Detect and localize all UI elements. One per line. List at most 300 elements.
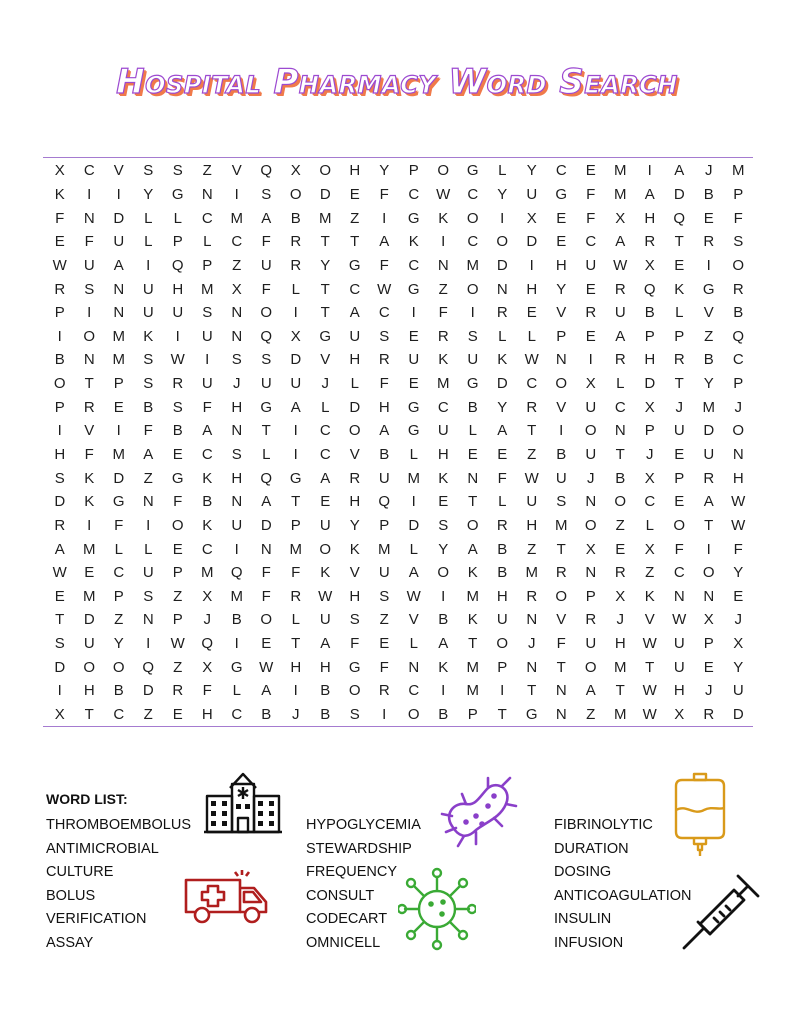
grid-letter: K: [349, 540, 360, 558]
grid-letter: L: [409, 540, 418, 558]
grid-letter: F: [733, 540, 743, 558]
grid-letter: N: [732, 446, 744, 463]
grid-letter: P: [290, 516, 301, 534]
grid-letter: J: [233, 375, 241, 393]
grid-letter: S: [143, 587, 154, 605]
grid-letter: N: [673, 587, 685, 605]
grid-letter: C: [467, 233, 479, 251]
grid-letter: Y: [349, 516, 360, 534]
grid-letter: F: [143, 422, 153, 440]
grid-letter: P: [644, 422, 655, 440]
grid-letter: I: [588, 351, 593, 369]
grid-letter: I: [234, 635, 239, 653]
grid-letter: T: [84, 706, 94, 724]
grid-letter: B: [202, 493, 213, 511]
grid-letter: V: [408, 611, 419, 629]
grid-letter: K: [84, 493, 95, 511]
grid-letter: M: [466, 682, 479, 700]
word-list-item: BOLUS: [46, 887, 96, 904]
grid-letter: G: [171, 185, 184, 203]
grid-letter: X: [202, 587, 213, 605]
word-list-column-1: [46, 814, 191, 956]
grid-letter: F: [173, 493, 183, 511]
grid-letter: X: [674, 706, 685, 724]
grid-letter: U: [319, 516, 331, 534]
grid-letter: X: [585, 375, 596, 393]
grid-letter: N: [437, 256, 449, 274]
grid-letter: L: [645, 516, 654, 534]
grid-letter: V: [84, 422, 95, 440]
grid-letter: C: [555, 162, 567, 180]
grid-letter: H: [496, 587, 508, 605]
grid-letter: H: [526, 280, 538, 298]
grid-letter: P: [172, 611, 183, 629]
word-list-item: ASSAY: [46, 934, 94, 951]
grid-letter: J: [292, 706, 300, 724]
word-list-item: ANTIMICROBIAL: [46, 840, 159, 857]
grid-letter: O: [496, 635, 509, 653]
grid-letter: N: [83, 209, 95, 227]
grid-letter: M: [112, 351, 125, 369]
grid-letter: J: [321, 375, 329, 393]
grid-letter: F: [586, 209, 596, 227]
grid-letter: U: [201, 375, 213, 393]
word-list-item: STEWARDSHIP: [306, 840, 412, 857]
grid-letter: S: [54, 469, 65, 487]
syringe-icon: [680, 870, 764, 954]
grid-letter: M: [83, 587, 96, 605]
grid-letter: S: [202, 304, 213, 322]
grid-letter: R: [54, 516, 66, 534]
grid-letter: R: [290, 587, 302, 605]
grid-letter: B: [320, 682, 331, 700]
grid-letter: P: [497, 658, 508, 676]
grid-letter: D: [54, 493, 66, 511]
grid-letter: R: [526, 587, 538, 605]
grid-letter: I: [647, 162, 652, 180]
grid-letter: O: [53, 375, 66, 393]
word-list-item: DURATION: [554, 840, 629, 857]
grid-letter: W: [52, 256, 67, 274]
grid-letter: T: [615, 446, 625, 463]
grid-letter: B: [320, 706, 331, 724]
grid-letter: I: [411, 304, 416, 322]
grid-letter: Y: [703, 375, 714, 393]
grid-letter: J: [616, 611, 624, 629]
grid-letter: J: [646, 446, 654, 463]
grid-letter: F: [202, 398, 212, 416]
grid-letter: R: [555, 564, 567, 582]
grid-letter: H: [349, 162, 361, 180]
grid-letter: P: [408, 162, 419, 180]
grid-letter: F: [674, 540, 684, 558]
grid-letter: Y: [320, 256, 331, 274]
grid-letter: H: [437, 446, 449, 463]
grid-letter: U: [526, 493, 538, 511]
grid-letter: S: [261, 351, 272, 369]
grid-letter: U: [673, 422, 685, 440]
grid-letter: T: [350, 233, 360, 251]
grid-letter: P: [585, 587, 596, 605]
grid-letter: N: [231, 327, 243, 345]
grid-letter: X: [54, 162, 65, 180]
grid-letter: Z: [173, 587, 183, 605]
grid-letter: I: [146, 256, 151, 274]
grid-letter: B: [231, 611, 242, 629]
grid-letter: V: [556, 398, 567, 416]
grid-letter: G: [555, 185, 568, 203]
grid-letter: D: [290, 351, 302, 369]
grid-letter: A: [408, 564, 419, 582]
grid-letter: S: [143, 162, 154, 180]
grid-letter: E: [674, 493, 685, 511]
grid-letter: N: [142, 493, 154, 511]
grid-letter: J: [203, 611, 211, 629]
grid-letter: W: [524, 469, 539, 487]
grid-letter: L: [144, 233, 153, 251]
grid-letter: L: [291, 611, 300, 629]
grid-letter: T: [320, 304, 330, 322]
word-list-item: HYPOGLYCEMIA: [306, 817, 421, 833]
grid-letter: M: [201, 564, 214, 582]
grid-letter: T: [320, 280, 330, 298]
grid-letter: H: [526, 516, 538, 534]
grid-letter: U: [585, 256, 597, 274]
grid-letter: O: [584, 658, 597, 676]
grid-letter: B: [703, 185, 714, 203]
grid-letter: R: [349, 469, 361, 487]
grid-letter: U: [703, 446, 715, 463]
grid-letter: G: [407, 422, 420, 440]
grid-letter: A: [113, 256, 124, 274]
grid-letter: N: [231, 493, 243, 511]
grid-letter: A: [379, 233, 390, 251]
grid-letter: G: [407, 209, 420, 227]
grid-letter: O: [555, 375, 568, 393]
grid-letter: C: [732, 351, 744, 369]
ambulance-icon: [182, 866, 272, 928]
grid-letter: H: [172, 280, 184, 298]
grid-letter: I: [146, 516, 151, 534]
grid-letter: Y: [733, 658, 744, 676]
grid-letter: M: [466, 587, 479, 605]
grid-letter: R: [83, 398, 95, 416]
grid-letter: U: [526, 185, 538, 203]
grid-letter: N: [113, 304, 125, 322]
grid-letter: U: [732, 682, 744, 700]
grid-letter: B: [497, 564, 508, 582]
word-list-item: DOSING: [554, 864, 612, 881]
grid-letter: U: [349, 327, 361, 345]
grid-letter: R: [614, 280, 626, 298]
grid-letter: U: [319, 611, 331, 629]
grid-letter: E: [497, 446, 508, 463]
grid-letter: U: [585, 398, 597, 416]
grid-letter: Y: [113, 635, 124, 653]
grid-letter: B: [556, 446, 567, 463]
grid-letter: T: [497, 706, 507, 724]
grid-letter: H: [614, 635, 626, 653]
grid-letter: C: [319, 422, 331, 440]
grid-letter: T: [468, 635, 478, 653]
grid-letter: J: [528, 635, 536, 653]
grid-letter: Q: [673, 209, 686, 227]
grid-letter: S: [379, 587, 390, 605]
grid-letter: F: [556, 635, 566, 653]
grid-letter: N: [526, 611, 538, 629]
grid-letter: W: [672, 611, 687, 629]
word-list-column-3: [554, 814, 692, 956]
grid-letter: Y: [143, 185, 154, 203]
grid-letter: P: [172, 564, 183, 582]
grid-letter: N: [113, 280, 125, 298]
grid-letter: D: [349, 398, 361, 416]
grid-letter: N: [142, 611, 154, 629]
grid-letter: M: [525, 564, 538, 582]
grid-letter: C: [113, 564, 125, 582]
grid-letter: O: [171, 516, 184, 534]
grid-letter: H: [201, 706, 213, 724]
grid-letter: L: [144, 209, 153, 227]
grid-letter: E: [585, 327, 596, 345]
grid-letter: C: [467, 185, 479, 203]
grid-letter: U: [83, 635, 95, 653]
grid-letter: A: [615, 327, 626, 345]
grid-letter: F: [84, 233, 94, 251]
grid-letter: A: [261, 682, 272, 700]
grid-letter: C: [408, 256, 420, 274]
word-list-item: THROMBOEMBOLUS: [46, 817, 192, 833]
grid-letter: G: [319, 327, 332, 345]
grid-letter: U: [231, 516, 243, 534]
grid-letter: E: [408, 327, 419, 345]
grid-letter: W: [436, 185, 451, 203]
grid-letter: H: [378, 398, 390, 416]
grid-letter: E: [733, 587, 744, 605]
grid-letter: O: [260, 611, 273, 629]
word-list-item: CULTURE: [46, 864, 114, 881]
grid-letter: U: [113, 233, 125, 251]
grid-letter: B: [54, 351, 65, 369]
grid-letter: B: [497, 540, 508, 558]
grid-letter: L: [232, 682, 241, 700]
grid-letter: I: [293, 682, 298, 700]
grid-letter: Y: [526, 162, 537, 180]
grid-letter: I: [205, 351, 210, 369]
grid-letter: B: [615, 469, 626, 487]
grid-letter: F: [350, 635, 360, 653]
grid-letter: F: [379, 185, 389, 203]
grid-letter: K: [674, 280, 685, 298]
grid-letter: I: [293, 422, 298, 440]
grid-letter: F: [261, 564, 271, 582]
grid-letter: Z: [704, 327, 714, 345]
grid-letter: I: [87, 185, 92, 203]
grid-letter: I: [382, 209, 387, 227]
grid-letter: B: [467, 398, 478, 416]
grid-letter: T: [291, 635, 301, 653]
grid-letter: L: [498, 162, 507, 180]
grid-letter: I: [293, 446, 298, 463]
grid-letter: F: [733, 209, 743, 227]
grid-letter: V: [231, 162, 242, 180]
grid-letter: M: [83, 540, 96, 558]
grid-letter: E: [172, 446, 183, 463]
grid-letter: X: [644, 398, 655, 416]
grid-letter: B: [733, 304, 744, 322]
grid-letter: C: [585, 233, 597, 251]
grid-letter: O: [555, 587, 568, 605]
grid-letter: X: [615, 209, 626, 227]
grid-letter: R: [703, 706, 715, 724]
page-title: Hospital Pharmacy Word Search: [116, 62, 678, 102]
grid-letter: I: [500, 682, 505, 700]
grid-letter: U: [467, 351, 479, 369]
grid-letter: W: [52, 564, 67, 582]
grid-letter: O: [348, 682, 361, 700]
grid-letter: U: [142, 304, 154, 322]
grid-letter: K: [438, 351, 449, 369]
grid-letter: F: [379, 375, 389, 393]
grid-letter: Z: [202, 162, 212, 180]
grid-letter: M: [230, 587, 243, 605]
grid-letter: R: [437, 327, 449, 345]
grid-letter: K: [644, 587, 655, 605]
grid-letter: A: [438, 635, 449, 653]
grid-letter: M: [732, 162, 745, 180]
grid-letter: K: [438, 658, 449, 676]
grid-top-divider: [43, 157, 753, 158]
grid-letter: E: [585, 280, 596, 298]
grid-letter: U: [673, 658, 685, 676]
grid-letter: I: [470, 304, 475, 322]
grid-letter: R: [614, 564, 626, 582]
grid-letter: Y: [556, 280, 567, 298]
grid-letter: P: [54, 398, 65, 416]
grid-letter: E: [556, 233, 567, 251]
grid-letter: K: [320, 564, 331, 582]
word-list-item: FREQUENCY: [306, 864, 398, 881]
grid-letter: H: [673, 682, 685, 700]
grid-letter: L: [291, 280, 300, 298]
grid-letter: F: [261, 233, 271, 251]
grid-letter: M: [614, 658, 627, 676]
grid-letter: I: [57, 327, 62, 345]
grid-letter: B: [379, 446, 390, 463]
grid-letter: Y: [379, 162, 390, 180]
grid-letter: C: [614, 398, 626, 416]
grid-letter: H: [231, 398, 243, 416]
grid-letter: A: [644, 185, 655, 203]
grid-letter: R: [585, 611, 597, 629]
grid-letter: A: [497, 422, 508, 440]
grid-letter: X: [644, 256, 655, 274]
grid-letter: V: [320, 351, 331, 369]
grid-letter: E: [84, 564, 95, 582]
grid-letter: S: [467, 327, 478, 345]
grid-letter: W: [406, 587, 421, 605]
grid-letter: K: [408, 233, 419, 251]
grid-letter: M: [614, 706, 627, 724]
grid-letter: U: [260, 375, 272, 393]
grid-letter: N: [231, 422, 243, 440]
grid-letter: P: [556, 327, 567, 345]
grid-letter: F: [261, 587, 271, 605]
grid-letter: U: [290, 375, 302, 393]
grid-letter: I: [441, 682, 446, 700]
grid-letter: W: [642, 635, 657, 653]
grid-letter: Z: [350, 209, 360, 227]
grid-letter: S: [349, 611, 360, 629]
grid-letter: D: [732, 706, 744, 724]
grid-letter: O: [319, 540, 332, 558]
grid-letter: N: [585, 564, 597, 582]
grid-letter: L: [409, 635, 418, 653]
grid-letter: W: [642, 682, 657, 700]
grid-letter: W: [731, 493, 746, 511]
grid-letter: N: [585, 493, 597, 511]
grid-letter: O: [584, 516, 597, 534]
grid-letter: D: [113, 209, 125, 227]
grid-letter: N: [555, 351, 567, 369]
grid-letter: Z: [143, 706, 153, 724]
grid-letter: G: [525, 706, 538, 724]
grid-letter: D: [319, 185, 331, 203]
grid-letter: I: [706, 540, 711, 558]
grid-letter: R: [290, 256, 302, 274]
bacteria-icon: [436, 770, 520, 854]
grid-letter: K: [467, 564, 478, 582]
grid-letter: G: [466, 162, 479, 180]
grid-letter: S: [349, 706, 360, 724]
grid-letter: E: [408, 375, 419, 393]
grid-letter: W: [642, 706, 657, 724]
grid-letter: V: [556, 304, 567, 322]
grid-letter: G: [348, 658, 361, 676]
hospital-icon: [202, 766, 284, 836]
grid-letter: N: [201, 185, 213, 203]
word-list-item: CODECART: [306, 911, 388, 928]
grid-letter: I: [57, 682, 62, 700]
grid-letter: I: [441, 587, 446, 605]
grid-letter: Z: [232, 256, 242, 274]
grid-letter: Z: [114, 611, 124, 629]
grid-letter: X: [526, 209, 537, 227]
grid-letter: T: [704, 516, 714, 534]
grid-letter: W: [731, 516, 746, 534]
grid-letter: D: [496, 375, 508, 393]
grid-letter: V: [349, 564, 360, 582]
grid-letter: N: [703, 587, 715, 605]
grid-letter: N: [555, 682, 567, 700]
grid-letter: B: [261, 706, 272, 724]
grid-letter: Q: [230, 564, 243, 582]
grid-letter: X: [290, 327, 301, 345]
grid-letter: R: [172, 682, 184, 700]
grid-letter: C: [349, 280, 361, 298]
grid-letter: L: [262, 446, 271, 463]
grid-letter: L: [616, 375, 625, 393]
grid-letter: R: [496, 304, 508, 322]
grid-letter: C: [83, 162, 95, 180]
grid-letter: P: [113, 375, 124, 393]
grid-letter: U: [142, 280, 154, 298]
grid-letter: L: [321, 398, 330, 416]
grid-letter: G: [260, 398, 273, 416]
grid-letter: L: [144, 540, 153, 558]
word-list-item: INSULIN: [554, 911, 612, 928]
grid-letter: M: [407, 469, 420, 487]
